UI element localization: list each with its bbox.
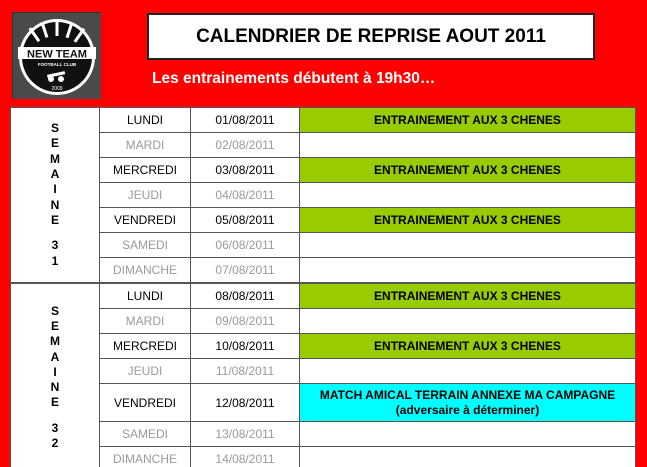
day-row	[100, 183, 636, 208]
day-date: 05/08/2011	[191, 208, 300, 233]
day-name: JEUDI	[100, 359, 191, 384]
day-row	[100, 284, 636, 309]
event-cell: ENTRAINEMENT AUX 3 CHENES	[300, 284, 636, 309]
week-letter: I	[53, 182, 57, 197]
day-date: 09/08/2011	[191, 309, 300, 334]
event-cell: ENTRAINEMENT AUX 3 CHENES	[300, 208, 636, 233]
week-letter: A	[50, 167, 60, 182]
week-letter: M	[50, 151, 60, 166]
day-date: 11/08/2011	[191, 359, 300, 384]
day-row	[100, 359, 636, 384]
event-cell	[300, 422, 636, 447]
week-letter: I	[53, 364, 57, 379]
day-date: 04/08/2011	[191, 183, 300, 208]
day-date: 14/08/2011	[191, 447, 300, 467]
day-name: SAMEDI	[100, 233, 191, 258]
page-title	[147, 13, 595, 60]
week-letter: N	[50, 197, 60, 212]
day-date: 02/08/2011	[191, 133, 300, 158]
svg-text:FOOTBALL CLUB: FOOTBALL CLUB	[37, 62, 77, 67]
day-date: 12/08/2011	[191, 384, 300, 422]
event-cell	[300, 258, 636, 283]
event-cell	[300, 183, 636, 208]
week-letter: E	[50, 395, 59, 410]
day-name: LUNDI	[100, 284, 191, 309]
week-label	[11, 284, 100, 467]
day-name: JEUDI	[100, 183, 191, 208]
day-date: 13/08/2011	[191, 422, 300, 447]
event-cell	[300, 233, 636, 258]
week-letter: M	[50, 334, 60, 349]
week-letter: E	[50, 212, 59, 227]
day-row	[100, 422, 636, 447]
week-letter: A	[50, 349, 60, 364]
week-number-digit: 1	[51, 253, 59, 268]
week-number-digit: 2	[51, 436, 59, 451]
day-date: 07/08/2011	[191, 258, 300, 283]
day-row	[100, 108, 636, 133]
day-name: MERCREDI	[100, 334, 191, 359]
club-crest-icon	[13, 13, 101, 99]
day-name: SAMEDI	[100, 422, 191, 447]
week-letter: N	[50, 380, 60, 395]
event-cell: ENTRAINEMENT AUX 3 CHENES	[300, 334, 636, 359]
svg-text:NEW TEAM: NEW TEAM	[27, 48, 87, 61]
day-name: MARDI	[100, 133, 191, 158]
day-row	[100, 309, 636, 334]
day-name: DIMANCHE	[100, 258, 191, 283]
day-row	[100, 133, 636, 158]
day-row	[100, 158, 636, 183]
day-name: VENDREDI	[100, 208, 191, 233]
week-number-digit: 3	[51, 238, 59, 253]
day-name: MERCREDI	[100, 158, 191, 183]
day-date: 08/08/2011	[191, 284, 300, 309]
event-cell	[300, 447, 636, 467]
day-date: 03/08/2011	[191, 158, 300, 183]
day-date: 06/08/2011	[191, 233, 300, 258]
day-row	[100, 208, 636, 233]
day-name: DIMANCHE	[100, 447, 191, 467]
week-letter: S	[50, 121, 59, 136]
day-row	[100, 447, 636, 467]
week-number-digit: 3	[51, 420, 59, 435]
svg-text:2009: 2009	[51, 86, 63, 92]
page-title-text: CALENDRIER DE REPRISE AOUT 2011	[196, 25, 546, 47]
week-block	[11, 283, 636, 467]
week-label	[11, 108, 100, 283]
day-row	[100, 233, 636, 258]
event-cell	[300, 384, 636, 422]
event-cell: ENTRAINEMENT AUX 3 CHENES	[300, 158, 636, 183]
day-name: LUNDI	[100, 108, 191, 133]
week-letter: E	[50, 318, 59, 333]
week-letter: E	[50, 136, 59, 151]
day-row	[100, 384, 636, 422]
event-cell	[300, 309, 636, 334]
event-cell	[300, 359, 636, 384]
week-letter: S	[50, 303, 59, 318]
day-name: VENDREDI	[100, 384, 191, 422]
event-cell: ENTRAINEMENT AUX 3 CHENES	[300, 108, 636, 133]
match-note: (adversaire à déterminer)	[395, 402, 540, 417]
club-logo	[12, 12, 100, 98]
training-time-note: Les entrainements débutent à 19h30…	[152, 70, 436, 87]
day-date: 01/08/2011	[191, 108, 300, 133]
day-row	[100, 334, 636, 359]
day-name: MARDI	[100, 309, 191, 334]
day-date: 10/08/2011	[191, 334, 300, 359]
event-cell	[300, 133, 636, 158]
week-block	[11, 108, 636, 283]
schedule-table	[10, 107, 636, 467]
day-row	[100, 258, 636, 283]
match-title: MATCH AMICAL TERRAIN ANNEXE MA CAMPAGNE	[319, 387, 616, 402]
